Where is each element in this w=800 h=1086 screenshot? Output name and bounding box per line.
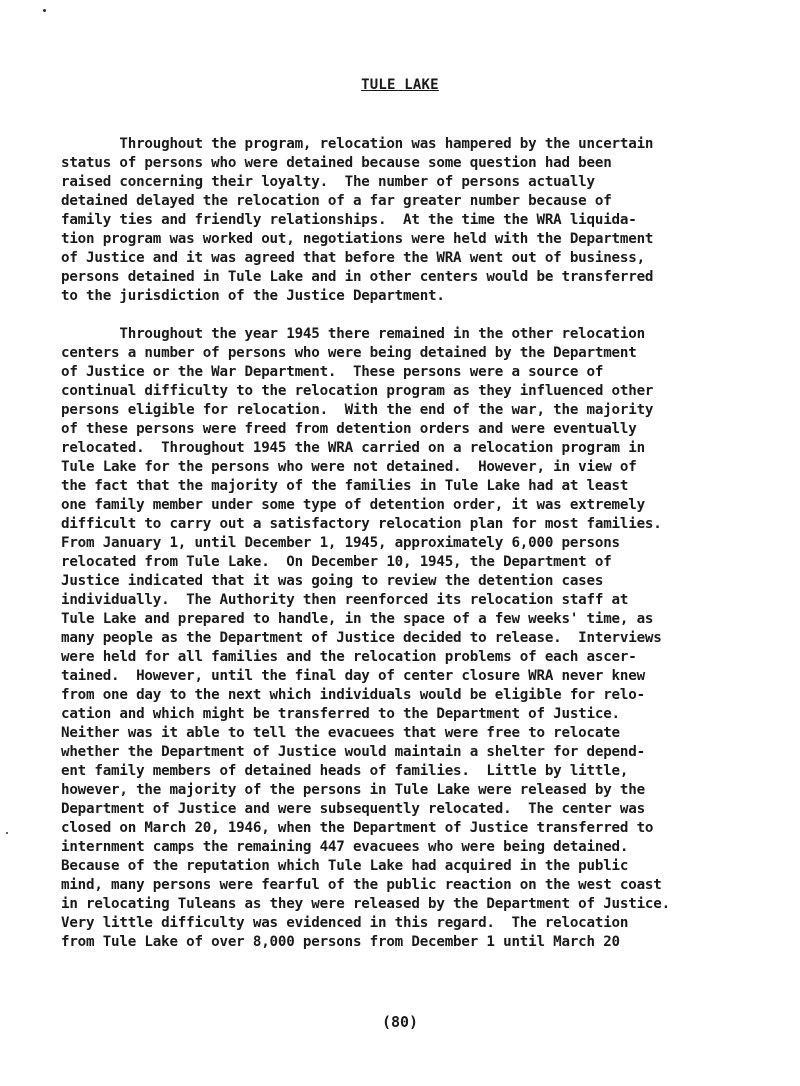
paragraph-line: raised concerning their loyalty. The number of persons actually (61, 174, 595, 190)
paragraph-line: Tule Lake for the persons who were not detained. However, in view of (61, 459, 637, 475)
paragraph-line: difficult to carry out a satisfactory relocation plan for most families. (61, 516, 662, 532)
paragraph-line: persons eligible for relocation. With the end of the war, the majority (61, 402, 654, 418)
paragraph-line: individually. The Authority then reenforced its relocation staff at (61, 592, 629, 608)
paragraph-line: from Tule Lake of over 8,000 persons from December 1 until March 20 (61, 934, 620, 950)
page-number: (80) (381, 1013, 419, 1031)
paragraph-line: closed on March 20, 1946, when the Department of Justice transferred to (61, 820, 654, 836)
paragraph-line: detained delayed the relocation of a far greater number because of (61, 193, 612, 209)
paragraph-line: Justice indicated that it was going to review the detention cases (61, 573, 604, 589)
paragraph-line: Department of Justice and were subsequently relocated. The center was (61, 801, 645, 817)
page-title: TULE LAKE (361, 77, 439, 93)
paragraph-line: to the jurisdiction of the Justice Department. (61, 288, 445, 304)
scan-speck (43, 9, 46, 12)
paragraph-line: Very little difficulty was evidenced in this regard. The relocation (61, 915, 629, 931)
paragraph-line: cation and which might be transferred to the Department of Justice. (61, 706, 620, 722)
paragraph-line: were held for all families and the relocation problems of each ascer- (61, 649, 637, 665)
paragraph-line: From January 1, until December 1, 1945, approximately 6,000 persons (61, 535, 620, 551)
paragraph-line: family ties and friendly relationships. At the time the WRA liquida- (61, 212, 637, 228)
scan-speck (6, 832, 8, 834)
paragraph-line: however, the majority of the persons in Tule Lake were released by the (61, 782, 645, 798)
paragraph-line: whether the Department of Justice would maintain a shelter for depend- (61, 744, 645, 760)
paragraph-line: of Justice or the War Department. These persons were a source of (61, 364, 604, 380)
paragraph-line: in relocating Tuleans as they were released by the Department of Justice. (61, 896, 670, 912)
paragraph-line: the fact that the majority of the families in Tule Lake had at least (61, 478, 629, 494)
paragraph-line: ent family members of detained heads of families. Little by little, (61, 763, 629, 779)
paragraph-line: tained. However, until the final day of center closure WRA never knew (61, 668, 645, 684)
paragraph-line: tion program was worked out, negotiations were held with the Department (61, 231, 654, 247)
paragraph-line: Tule Lake and prepared to handle, in the space of a few weeks' time, as (61, 611, 654, 627)
paragraph-line: Because of the reputation which Tule Lake had acquired in the public (61, 858, 629, 874)
paragraph-line: relocated. Throughout 1945 the WRA carried on a relocation program in (61, 440, 645, 456)
paragraph-line: persons detained in Tule Lake and in other centers would be transferred (61, 269, 654, 285)
paragraph-line: of Justice and it was agreed that before the WRA went out of business, (61, 250, 645, 266)
paragraph-line: centers a number of persons who were being detained by the Department (61, 345, 637, 361)
paragraph-2 (61, 325, 751, 952)
paragraph-line: many people as the Department of Justice decided to release. Interviews (61, 630, 662, 646)
paragraph-line: Throughout the year 1945 there remained in the other relocation (61, 326, 645, 342)
paragraph-line: from one day to the next which individuals would be eligible for relo- (61, 687, 645, 703)
paragraph-line: mind, many persons were fearful of the public reaction on the west coast (61, 877, 662, 893)
paragraph-1 (61, 135, 751, 306)
paragraph-line: internment camps the remaining 447 evacuees who were being detained. (61, 839, 629, 855)
paragraph-line: Throughout the program, relocation was hampered by the uncertain (61, 136, 654, 152)
paragraph-line: relocated from Tule Lake. On December 10, 1945, the Department of (61, 554, 612, 570)
paragraph-line: status of persons who were detained because some question had been (61, 155, 612, 171)
paragraph-line: one family member under some type of detention order, it was extremely (61, 497, 645, 513)
paragraph-line: continual difficulty to the relocation program as they influenced other (61, 383, 654, 399)
paragraph-line: Neither was it able to tell the evacuees that were free to relocate (61, 725, 620, 741)
paragraph-line: of these persons were freed from detention orders and were eventually (61, 421, 637, 437)
